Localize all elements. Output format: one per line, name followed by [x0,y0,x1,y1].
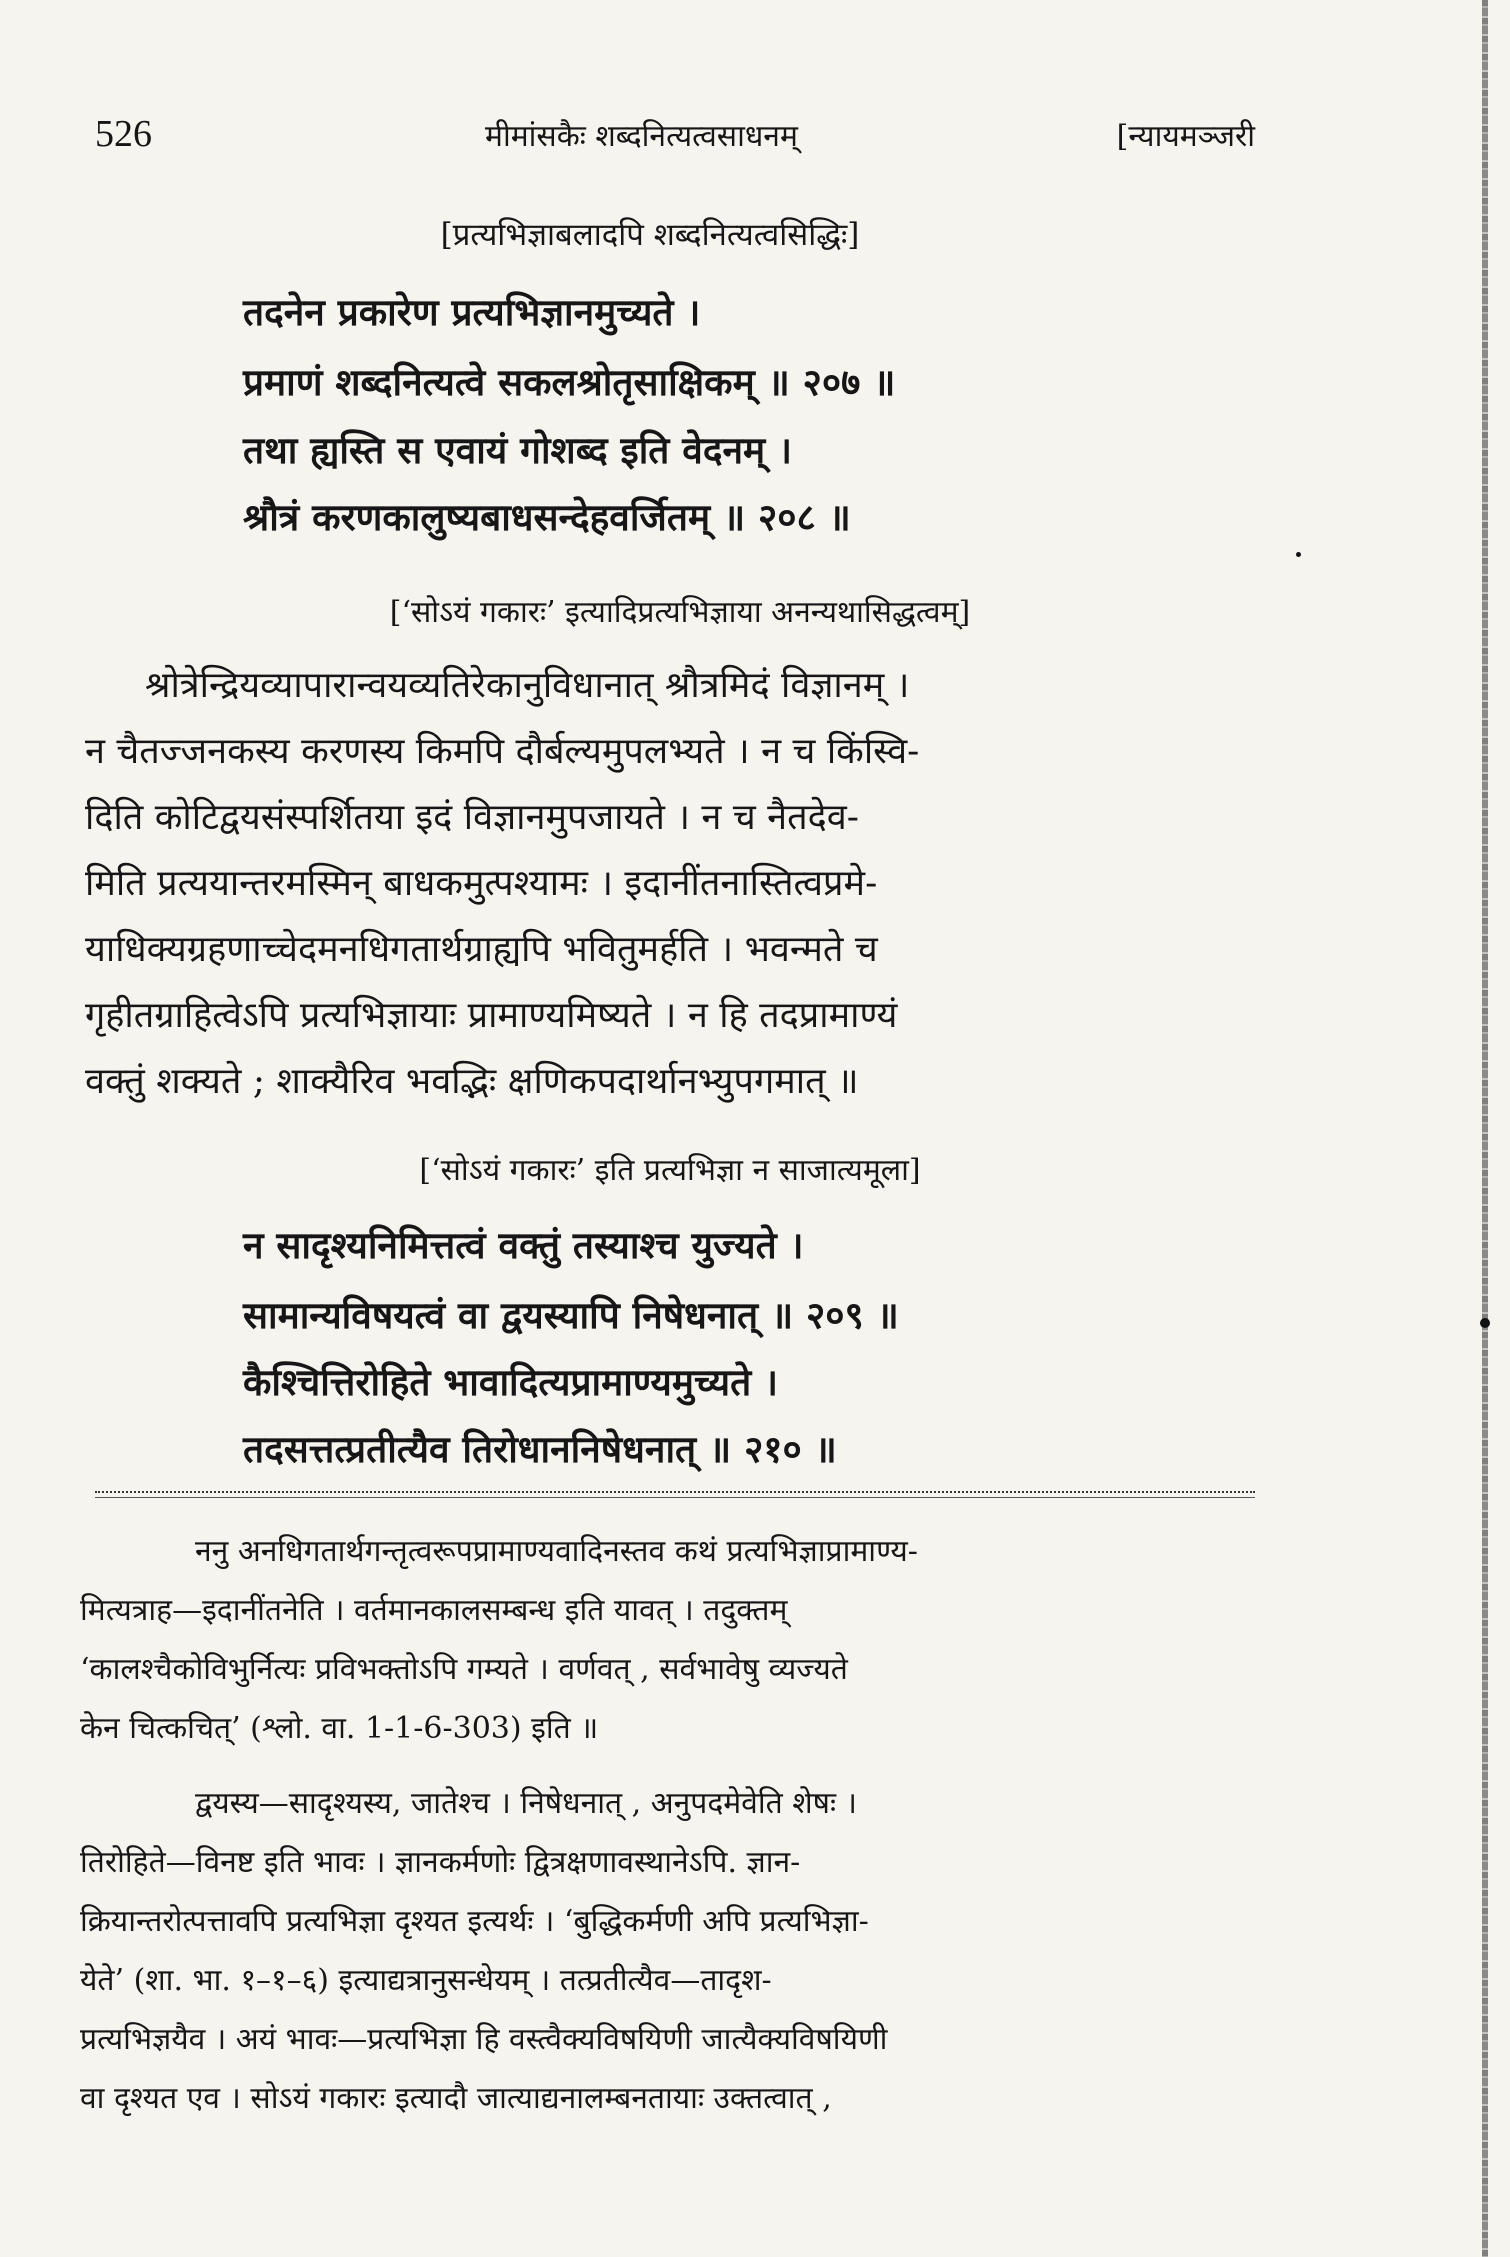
commentary-line: ननु अनधिगतार्थगन्तृत्वरूपप्रामाण्यवादिनस्तव कथं प्रत्यभिज्ञाप्रामाण्य- [195,1534,918,1569]
verse-line: कैश्चित्तिरोहिते भावादित्यप्रामाण्यमुच्यते । [243,1360,779,1404]
commentary-line: क्रियान्तरोत्पत्तावपि प्रत्यभिज्ञा दृश्यत इत्यर्थः । ‘बुद्धिकर्मणी अपि प्रत्यभिज्ञा- [80,1904,869,1939]
verse-line: तथा ह्यस्ति स एवायं गोशब्द इति वेदनम् । [243,428,793,472]
commentary-line: प्रत्यभिज्ञयैव । अयं भावः—प्रत्यभिज्ञा हि वस्त्वैक्यविषयिणी जात्यैक्यविषयिणी [80,2022,888,2057]
prose-line: याधिक्यग्रहणाच्चेदमनधिगतार्थग्राह्यपि भवितुमर्हति । भवन्मते च [85,929,878,970]
commentary-block [80,1522,1260,2128]
prose-line: दिति कोटिद्वयसंस्पर्शितया इदं विज्ञानमुपजायते । न च नैतदेव- [85,797,859,838]
commentary-line: ‘कालश्चैकोविभुर्नित्यः प्रविभक्तोऽपि गम्यते । वर्णवत् , सर्वभावेषु व्यज्यते [80,1652,848,1687]
commentary-line: तिरोहिते—विनष्ट इति भावः । ज्ञानकर्मणोः द्वित्रक्षणावस्थानेऽपि. ज्ञान- [80,1845,801,1880]
page-header [95,112,1255,172]
prose-line: मिति प्रत्ययान्तरमस्मिन् बाधकमुत्पश्यामः । इदानींतनास्तित्वप्रमे- [85,863,878,904]
verse-line: श्रौत्रं करणकालुष्यबाधसन्देहवर्जितम् ॥ २०८ ॥ [243,495,851,539]
verse-line: तदनेन प्रकारेण प्रत्यभिज्ञानमुच्यते । [243,290,701,334]
ink-speck [1296,552,1301,557]
footnote-divider [95,1491,1255,1498]
verse-line: प्रमाणं शब्दनित्यत्वे सकलश्रोतृसाक्षिकम् ॥ २०७ ॥ [243,360,896,404]
verse-line: तदसत्तत्प्रतीत्यैव तिरोधाननिषेधनात् ॥ २१० ॥ [243,1427,837,1471]
verse-line: न सादृश्यनिमित्तत्वं वक्तुं तस्याश्च युज्यते । [243,1223,804,1267]
page-number: 526 [95,113,152,155]
commentary-line: द्वयस्य—सादृश्यस्य, जातेश्च । निषेधनात् , अनुपदमेवेति शेषः । [195,1786,857,1821]
commentary-line: मित्यत्राह—इदानींतनेति । वर्तमानकालसम्बन्ध इति यावत् । तदुक्तम् [80,1593,788,1628]
prose-line: न चैतज्जनकस्य करणस्य किमपि दौर्बल्यमुपलभ्यते । न च किंस्वि- [85,731,920,772]
page-binding-edge [1482,0,1488,2257]
running-book-title: [न्यायमञ्जरी [1116,119,1255,154]
section-heading: [प्रत्यभिज्ञाबलादपि शब्दनित्यत्वसिद्धिः] [440,217,860,253]
verse-line: सामान्यविषयत्वं वा द्वयस्यापि निषेधनात् ॥ २०९ ॥ [243,1293,899,1337]
prose-line: वक्तुं शक्यते ; शाक्यैरिव भवद्भिः क्षणिकपदार्थानभ्युपगमात् ॥ [85,1061,859,1102]
prose-line: श्रोत्रेन्द्रियव्यापारान्वयव्यतिरेकानुविधानात् श्रौत्रमिदं विज्ञानम् । [145,665,910,706]
prose-line: गृहीतग्राहित्वेऽपि प्रत्यभिज्ञायाः प्रामाण्यमिष्यते । न हि तदप्रामाण्यं [85,995,898,1036]
running-title: मीमांसकैः शब्दनित्यत्वसाधनम् [485,119,798,154]
section-heading: [‘सोऽयं गकारः’ इत्यादिप्रत्यभिज्ञाया अनन्यथासिद्धत्वम्] [389,595,971,630]
commentary-line: केन चित्कचित्’ (श्लो. वा. 1-1-6-303) इति ॥ [80,1711,599,1746]
commentary-line: वा दृश्यत एव । सोऽयं गकारः इत्यादौ जात्याद्यनालम्बनतायाः उक्तत्वात् , [80,2081,832,2116]
section-heading: [‘सोऽयं गकारः’ इति प्रत्यभिज्ञा न साजात्यमूला] [419,1153,921,1188]
commentary-line: येते’ (शा. भा. १–१–६) इत्याद्यत्रानुसन्धेयम् । तत्प्रतीत्यैव—तादृश- [80,1963,772,1998]
ink-speck [1480,1318,1490,1328]
prose-paragraph [85,653,1260,1115]
